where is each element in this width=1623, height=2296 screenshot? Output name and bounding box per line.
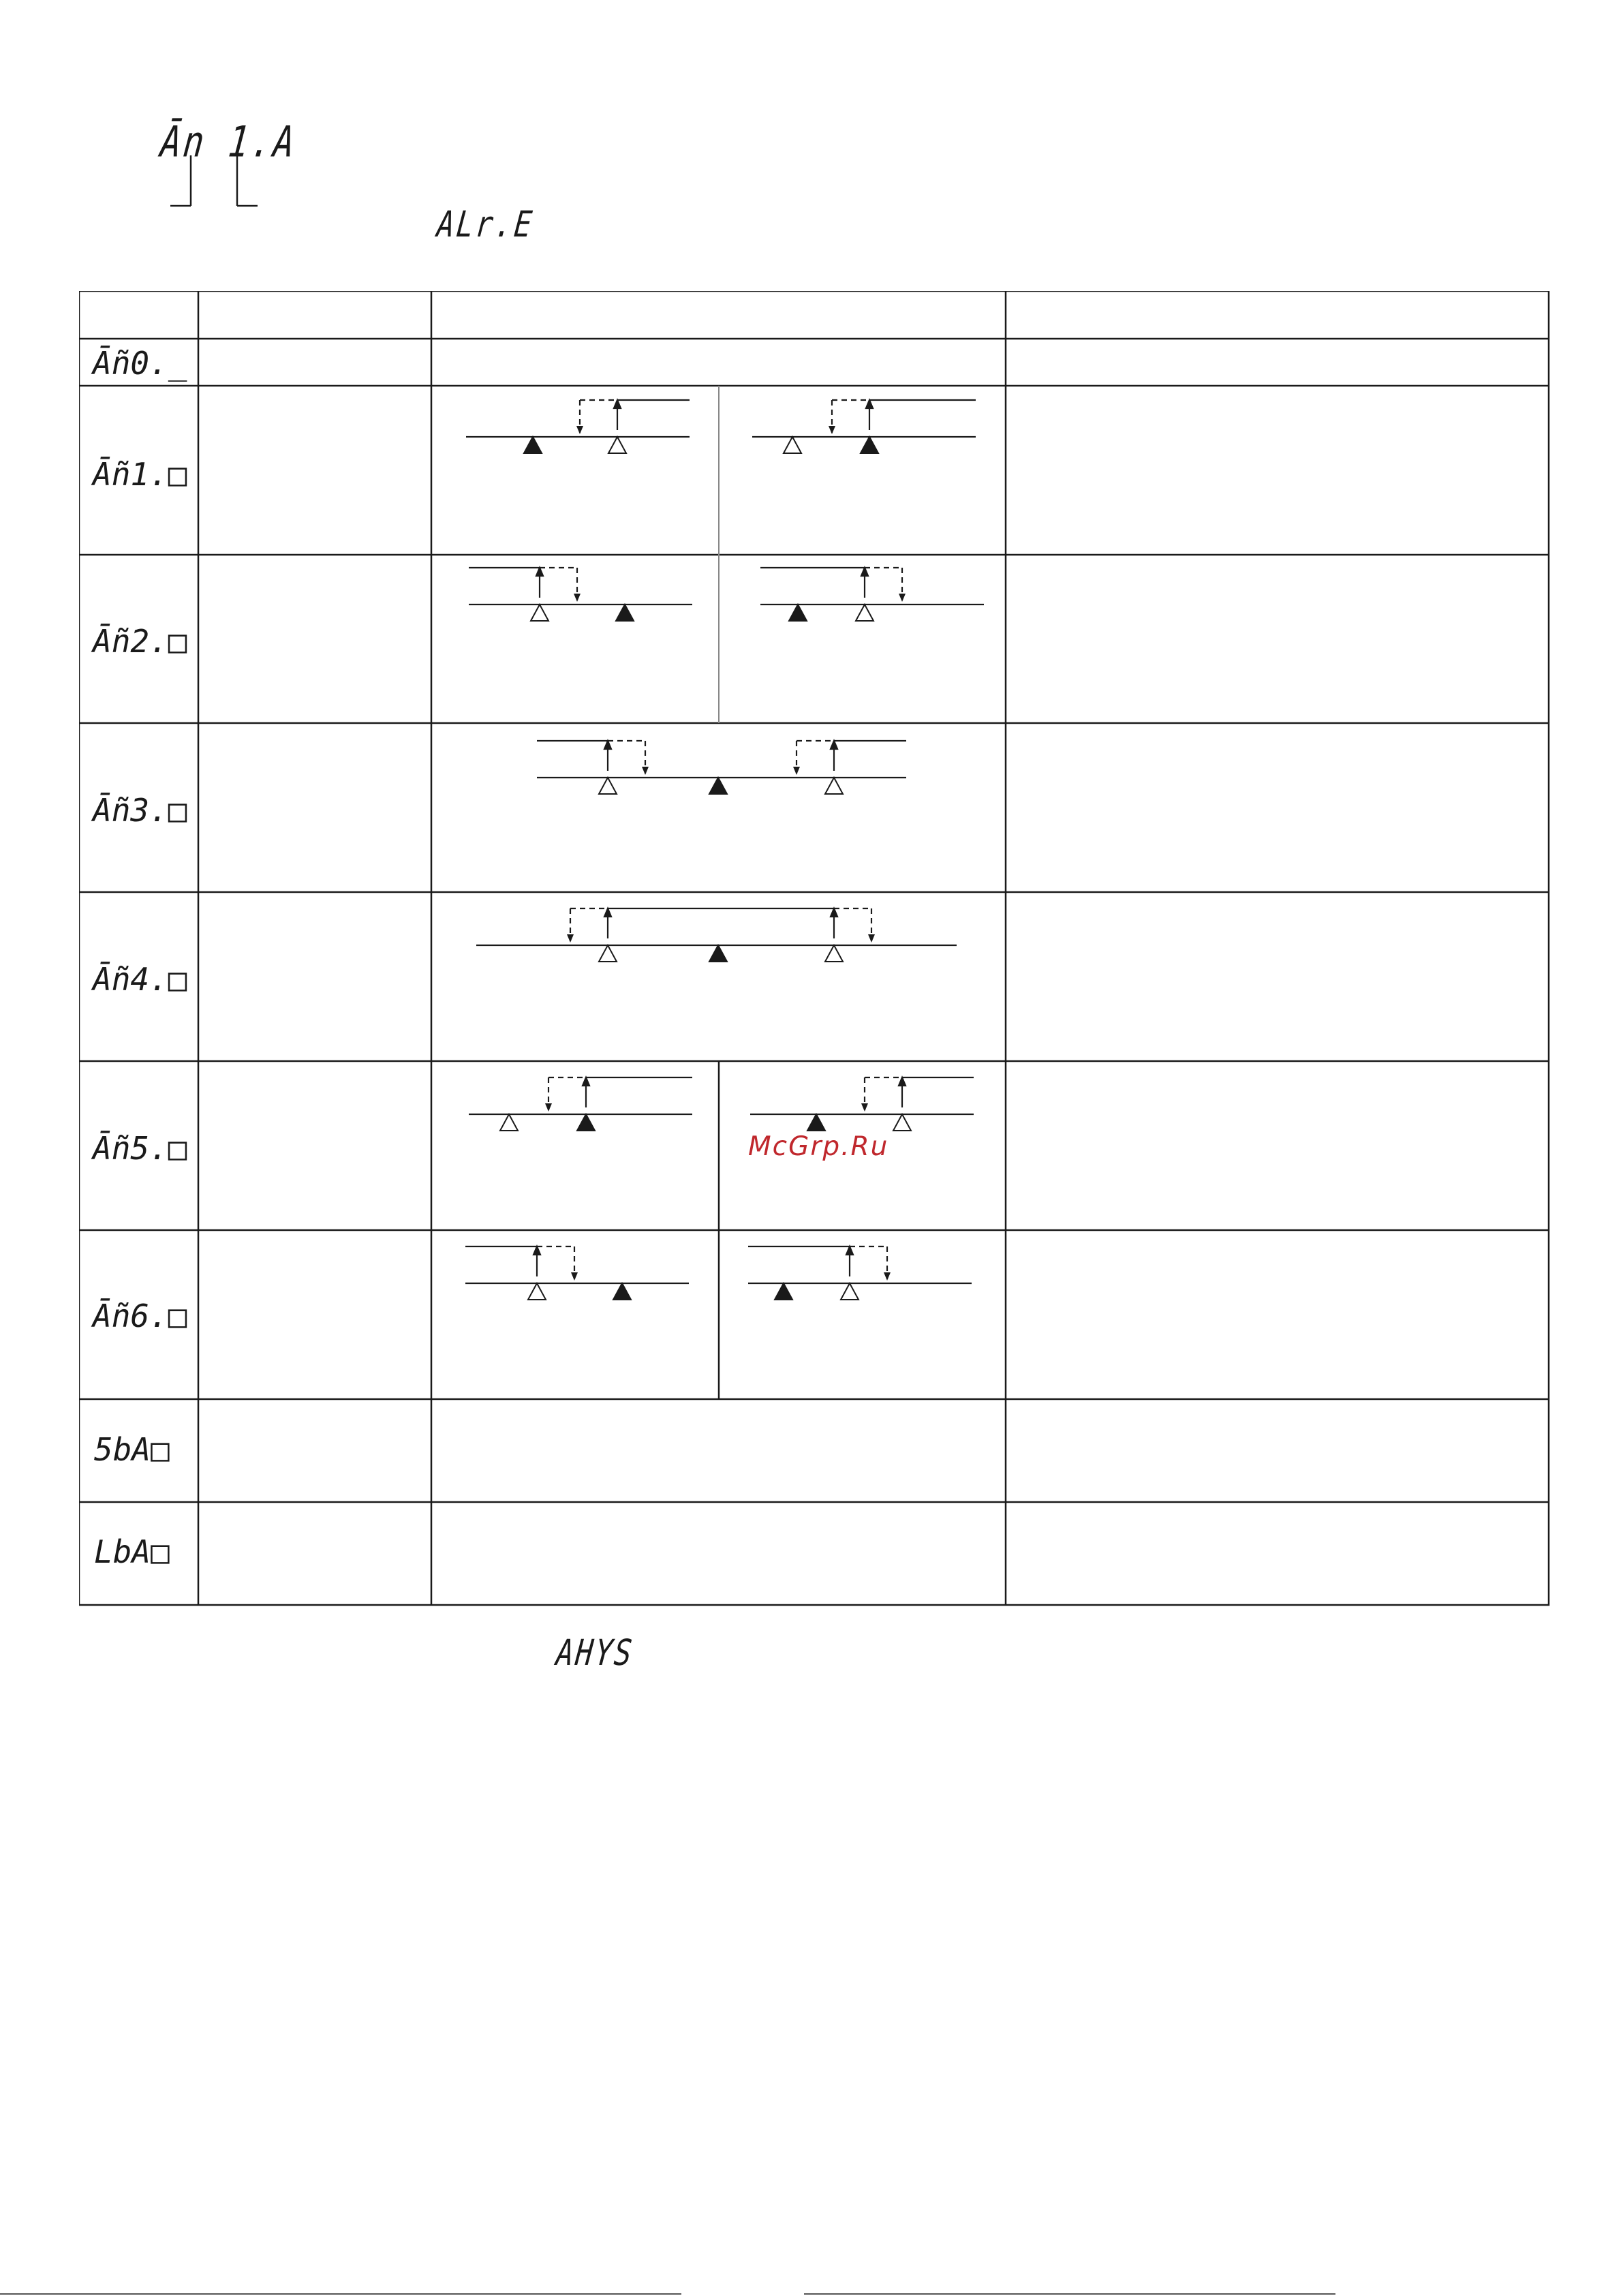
diagram-an5-right [750,1077,974,1131]
alarm-mode-table [79,291,1551,1608]
diagram-an6-right [748,1246,972,1300]
row-code-an2: Āñ2.□ [93,623,187,660]
row-code-lba: LbA□ [94,1533,170,1570]
row-code-an4: Āñ4.□ [93,961,187,998]
diagram-an3 [537,741,906,794]
diagram-an1-right [752,400,976,453]
footer-divider [0,2293,681,2295]
parameter-bracket [170,155,266,210]
diagram-an4 [476,908,957,962]
row-code-an6: Āñ6.□ [93,1298,187,1334]
diagram-an2-left [469,568,692,621]
hysteresis-code: AHYS [554,1632,636,1674]
diagram-an2-right [760,568,984,621]
footer-divider-right [804,2293,1335,2295]
parameter-code-header: Ān 1.A [158,117,299,167]
alarm-reset-code: ALr.E [435,203,536,245]
diagram-an1-left [466,400,690,453]
row-code-sba: 5bA□ [94,1431,170,1468]
diagram-an5-left [469,1077,692,1131]
diagram-an6-left [465,1246,689,1300]
row-code-an3: Āñ3.□ [93,792,187,829]
watermark: McGrp.Ru [748,1131,889,1162]
row-code-an0: Āñ0._ [93,345,187,382]
row-code-an1: Āñ1.□ [93,456,187,493]
row-code-an5: Āñ5.□ [93,1130,187,1167]
table-grid [79,291,1549,1605]
